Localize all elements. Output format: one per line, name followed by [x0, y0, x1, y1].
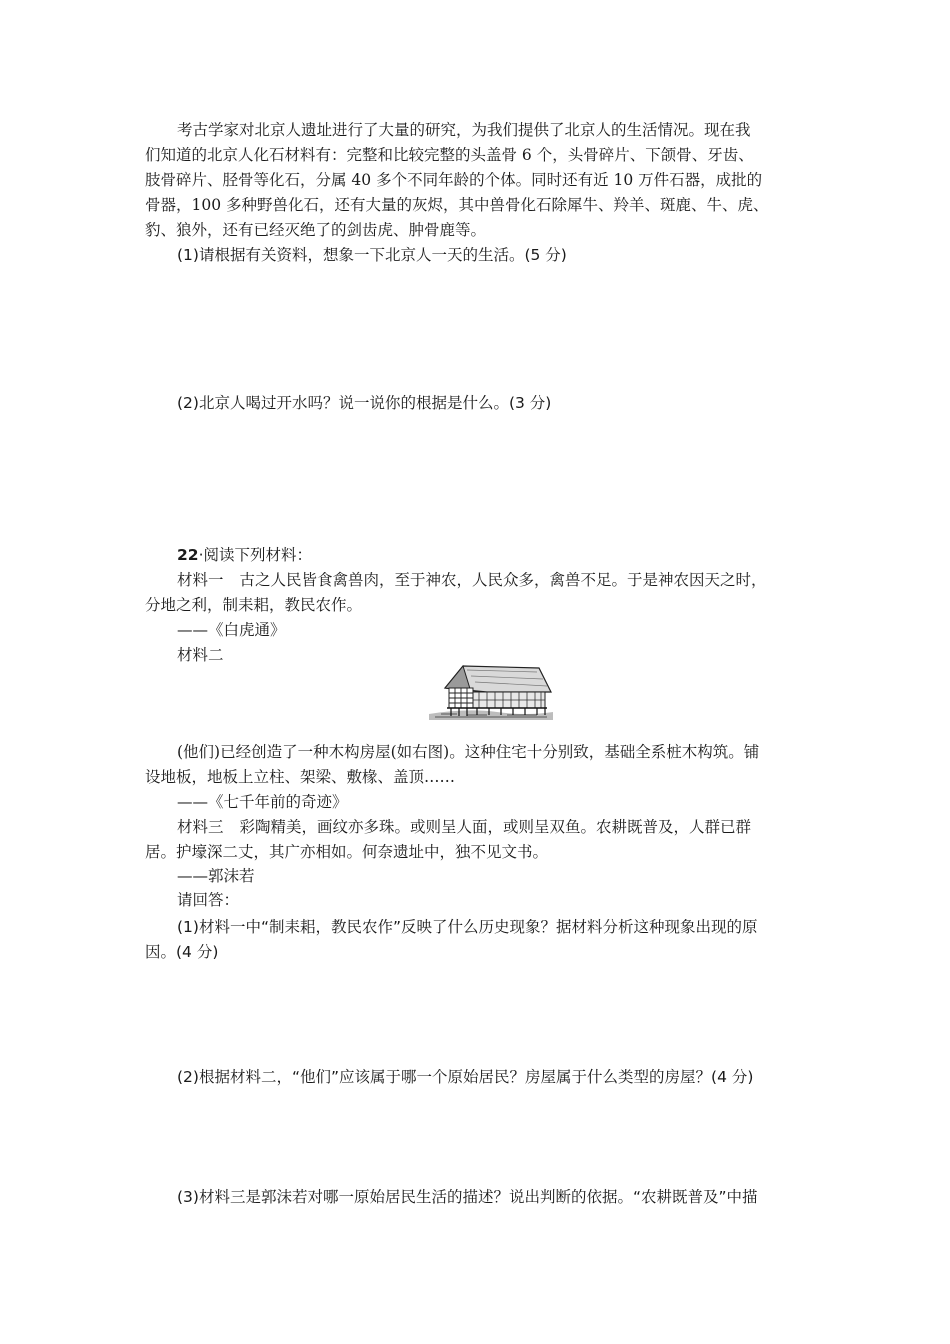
passage-line-4: 骨器，100 多种野兽化石，还有大量的灰烬，其中兽骨化石除犀牛、羚羊、斑鹿、牛、虎、	[145, 196, 769, 214]
material-1-line-1	[177, 570, 767, 590]
q22-sub2: (2)根据材料二，“他们”应该属于哪一个原始居民？房屋属于什么类型的房屋？(4 分)	[177, 1068, 754, 1086]
q22-sub1-line-1: (1)材料一中“制耒耜，教民农作”反映了什么历史现象？据材料分析这种现象出现的原	[177, 918, 758, 936]
material-3-label: 材料三	[177, 818, 224, 836]
material-2-label: 材料二	[177, 646, 224, 664]
material-3-line-2: 居。护壕深二丈，其广亦相如。何奈遗址中，独不见文书。	[145, 843, 549, 861]
q21-sub1: (1)请根据有关资料，想象一下北京人一天的生活。(5 分)	[177, 246, 567, 264]
q22-sub3: (3)材料三是郭沫若对哪一原始居民生活的描述？说出判断的依据。“农耕既普及”中描	[177, 1188, 758, 1206]
passage-line-2: 们知道的北京人化石材料有：完整和比较完整的头盖骨 6 个，头骨碎片、下颌骨、牙齿、	[145, 146, 754, 164]
passage-line-3: 肢骨碎片、胫骨等化石，分属 40 多个不同年龄的个体。同时还有近 10 万件石器，成批的	[145, 171, 763, 189]
q22-heading-text: ·阅读下列材料：	[198, 546, 313, 564]
material-3-text-1: 彩陶精美，画纹亦多珠。或则呈人面，或则呈双鱼。农耕既普及，人群已群	[239, 818, 752, 836]
stilt-house-illustration	[427, 662, 555, 722]
q22-sub1-line-2: 因。(4 分)	[145, 943, 219, 961]
q22-number: 22	[177, 546, 199, 564]
answer-prompt: 请回答：	[177, 891, 240, 909]
material-1-label: 材料一	[177, 571, 224, 589]
q21-sub2: (2)北京人喝过开水吗？说一说你的根据是什么。(3 分)	[177, 394, 552, 412]
material-2-line-2: 设地板，地板上立柱、架梁、敷椽、盖顶……	[145, 768, 456, 786]
material-1-source: ——《白虎通》	[177, 621, 286, 639]
q22-heading	[177, 545, 312, 565]
material-3-source: ——郭沫若	[177, 867, 255, 885]
material-2-source: ——《七千年前的奇迹》	[177, 793, 348, 811]
material-2-line-1: (他们)已经创造了一种木构房屋(如右图)。这种住宅十分别致，基础全系桩木构筑。铺	[177, 743, 760, 761]
material-1-text-1: 古之人民皆食禽兽肉，至于神农，人民众多，禽兽不足。于是神农因天之时，	[239, 571, 767, 589]
passage-line-1: 考古学家对北京人遗址进行了大量的研究，为我们提供了北京人的生活情况。现在我	[177, 121, 751, 139]
passage-line-5: 豹、狼外，还有已经灭绝了的剑齿虎、肿骨鹿等。	[145, 221, 487, 239]
material-1-line-2: 分地之利，制耒耜，教民农作。	[145, 596, 363, 614]
material-3-line-1	[177, 817, 751, 837]
